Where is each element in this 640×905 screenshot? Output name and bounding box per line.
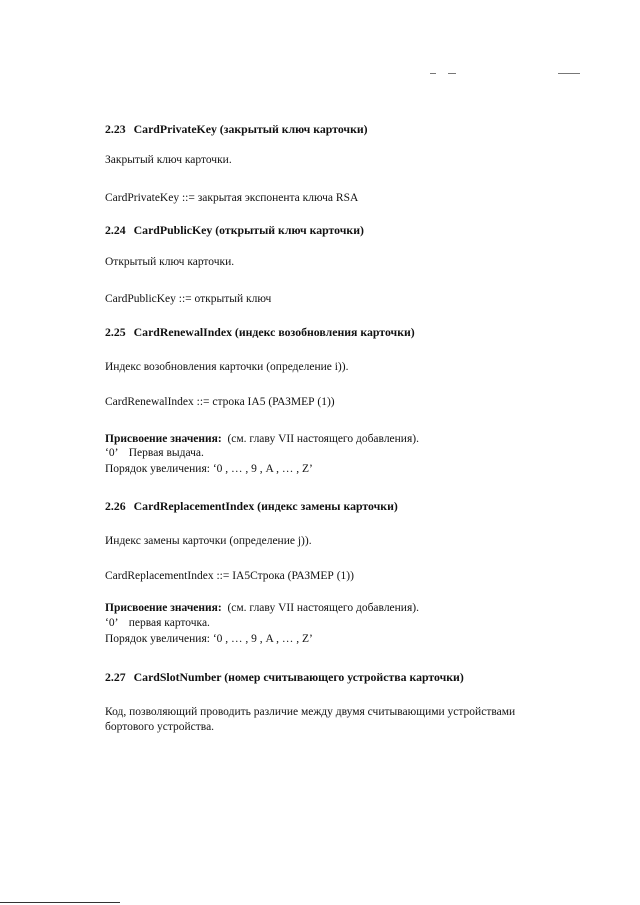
section-definition: CardPrivateKey ::= закрытая экспонента ключа RSA bbox=[105, 192, 359, 204]
assignment-text: (см. главу VII настоящего добавления). bbox=[227, 433, 419, 445]
section-number: 2.23 bbox=[105, 122, 126, 136]
assignment-text: (см. главу VII настоящего добавления). bbox=[227, 602, 419, 614]
section-heading-2-27 bbox=[105, 670, 464, 684]
section-description: Открытый ключ карточки. bbox=[105, 256, 235, 268]
section-heading-2-24 bbox=[105, 223, 364, 237]
section-title: CardPrivateKey (закрытый ключ карточки) bbox=[133, 122, 368, 136]
section-number: 2.25 bbox=[105, 325, 126, 339]
section-definition: CardReplacementIndex ::= IA5Строка (РАЗМЕР (1)) bbox=[105, 570, 354, 582]
section-title: CardRenewalIndex (индекс возобновления карточки) bbox=[133, 325, 415, 339]
section-title: CardSlotNumber (номер считывающего устройства карточки) bbox=[133, 670, 464, 684]
footnote-separator bbox=[0, 902, 120, 903]
section-heading-2-26 bbox=[105, 499, 398, 513]
scan-artifact bbox=[558, 73, 580, 74]
scan-artifact bbox=[430, 73, 436, 74]
scan-artifact bbox=[448, 73, 456, 74]
assignment-label: Присвоение значения: bbox=[105, 433, 222, 445]
section-heading-2-25 bbox=[105, 325, 415, 339]
section-number: 2.26 bbox=[105, 499, 126, 513]
section-heading-2-23 bbox=[105, 122, 368, 136]
section-description: Индекс замены карточки (определение j)). bbox=[105, 535, 312, 547]
value-code: ‘0’ bbox=[105, 447, 119, 459]
section-description: Индекс возобновления карточки (определение i)). bbox=[105, 361, 349, 373]
section-number: 2.27 bbox=[105, 670, 126, 684]
increment-order: Порядок увеличения: ‘0 , … , 9 , A , … , Z’ bbox=[105, 463, 313, 475]
value-code: ‘0’ bbox=[105, 617, 119, 629]
section-description: бортового устройства. bbox=[105, 721, 215, 733]
value-assignment bbox=[105, 432, 419, 446]
section-description: Код, позволяющий проводить различие между двумя считывающими устройствами bbox=[105, 706, 516, 718]
assignment-label: Присвоение значения: bbox=[105, 602, 222, 614]
value-entry bbox=[105, 616, 210, 630]
value-assignment bbox=[105, 601, 419, 615]
section-description: Закрытый ключ карточки. bbox=[105, 154, 232, 166]
value-entry bbox=[105, 446, 204, 460]
section-definition: CardPublicKey ::= открытый ключ bbox=[105, 293, 272, 305]
section-title: CardReplacementIndex (индекс замены карточки) bbox=[133, 499, 398, 513]
increment-order: Порядок увеличения: ‘0 , … , 9 , A , … , Z’ bbox=[105, 633, 313, 645]
section-definition: CardRenewalIndex ::= строка IA5 (РАЗМЕР (1)) bbox=[105, 396, 335, 408]
section-title: CardPublicKey (открытый ключ карточки) bbox=[133, 223, 364, 237]
value-meaning: Первая выдача. bbox=[128, 447, 204, 459]
section-number: 2.24 bbox=[105, 223, 126, 237]
value-meaning: первая карточка. bbox=[128, 617, 210, 629]
